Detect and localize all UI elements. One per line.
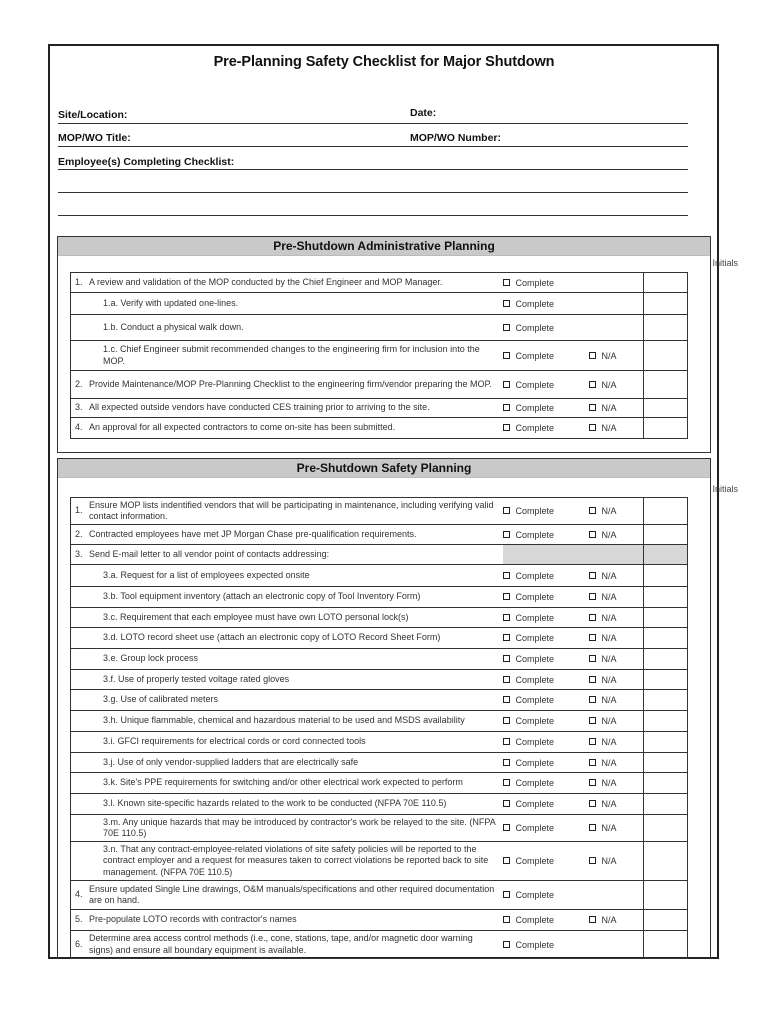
item-number: 1. xyxy=(75,276,83,287)
checklist-row xyxy=(71,273,688,293)
complete-label: Complete xyxy=(515,890,555,900)
na-checkbox[interactable] xyxy=(589,916,596,923)
complete-label: Complete xyxy=(515,757,555,768)
checklist-row xyxy=(71,690,688,711)
item-description-cell xyxy=(71,315,503,341)
complete-checkbox[interactable] xyxy=(503,916,510,923)
na-label: N/A xyxy=(601,350,617,361)
na-checkbox[interactable] xyxy=(589,507,596,514)
initials-column-header: Initials xyxy=(712,484,738,494)
na-cell xyxy=(589,545,644,565)
initials-field[interactable] xyxy=(644,711,688,732)
initials-field[interactable] xyxy=(644,773,688,794)
item-description-cell xyxy=(71,881,503,910)
item-description-cell xyxy=(71,842,503,881)
complete-label: Complete xyxy=(515,379,555,390)
item-text: 3.e. Group lock process xyxy=(103,653,199,664)
initials-field[interactable] xyxy=(644,794,688,815)
initials-field[interactable] xyxy=(644,815,688,842)
complete-cell xyxy=(503,881,589,910)
complete-cell xyxy=(503,545,589,565)
item-text: 1.c. Chief Engineer submit recommended changes to the engineering firm for inclusion into the MOP. xyxy=(103,344,480,366)
item-text: Send E-mail letter to all vendor point of contacts addressing: xyxy=(89,548,330,559)
employees-line-3[interactable] xyxy=(58,215,688,216)
mop-wo-line[interactable] xyxy=(58,146,688,147)
complete-checkbox[interactable] xyxy=(503,800,510,807)
employees-line-1[interactable] xyxy=(58,169,688,170)
date-label: Date: xyxy=(410,107,437,119)
checklist-row xyxy=(71,371,688,399)
checklist-row xyxy=(71,711,688,732)
initials-field[interactable] xyxy=(644,587,688,608)
item-text: Ensure MOP lists indentified vendors that will be participating in maintenance, including verifying valid contact information. xyxy=(89,499,494,521)
checklist-row xyxy=(71,293,688,315)
complete-cell xyxy=(503,273,589,293)
checklist-row xyxy=(71,315,688,341)
employees-line-2[interactable] xyxy=(58,192,688,193)
complete-checkbox[interactable] xyxy=(503,614,510,621)
section-header: Pre-Shutdown Safety Planning xyxy=(58,459,710,478)
complete-label: Complete xyxy=(515,277,555,288)
na-checkbox[interactable] xyxy=(589,779,596,786)
item-description-cell xyxy=(71,931,503,959)
complete-label: Complete xyxy=(515,695,555,705)
complete-label: Complete xyxy=(515,939,555,950)
mop-wo-number-label: MOP/WO Number: xyxy=(410,132,501,144)
na-cell xyxy=(589,371,644,399)
item-description-cell xyxy=(71,293,503,315)
complete-checkbox[interactable] xyxy=(503,593,510,600)
na-checkbox[interactable] xyxy=(589,824,596,831)
checklist-row xyxy=(71,608,688,628)
na-cell xyxy=(589,910,644,931)
item-description-cell xyxy=(71,587,503,608)
complete-label: Complete xyxy=(515,529,555,540)
checklist-row xyxy=(71,881,688,910)
initials-field[interactable] xyxy=(644,418,688,439)
initials-field[interactable] xyxy=(644,732,688,753)
item-text: 3.h. Unique flammable, chemical and hazardous material to be used and MSDS availability xyxy=(103,715,465,726)
na-label: N/A xyxy=(601,716,617,726)
mop-wo-title-label: MOP/WO Title: xyxy=(58,132,131,144)
na-label: N/A xyxy=(601,856,617,866)
checklist-row xyxy=(71,418,688,439)
na-label: N/A xyxy=(601,823,617,833)
item-description-cell xyxy=(71,525,503,545)
document-title: Pre-Planning Safety Checklist for Major Shutdown xyxy=(213,54,555,70)
na-label: N/A xyxy=(601,799,617,809)
complete-cell xyxy=(503,525,589,545)
item-text: 1.b. Conduct a physical walk down. xyxy=(103,321,244,332)
complete-checkbox[interactable] xyxy=(503,300,510,307)
initials-field[interactable] xyxy=(644,649,688,670)
checklist-row xyxy=(71,565,688,587)
checklist-row xyxy=(71,587,688,608)
complete-checkbox[interactable] xyxy=(503,655,510,662)
na-label: N/A xyxy=(601,592,617,602)
na-cell xyxy=(589,842,644,881)
item-number: 1. xyxy=(75,505,83,516)
checklist-row xyxy=(71,628,688,649)
complete-checkbox[interactable] xyxy=(503,717,510,724)
item-text: Pre-populate LOTO records with contractor's names xyxy=(89,914,297,925)
checklist-row xyxy=(71,525,688,545)
na-checkbox[interactable] xyxy=(589,424,596,431)
checklist-row xyxy=(71,498,688,525)
na-cell xyxy=(589,881,644,910)
item-description-cell xyxy=(71,773,503,794)
item-text: 3.m. Any unique hazards that may be introduced by contractor's work be relayed to the site. (NFPA 70E 110.5) xyxy=(103,816,496,838)
complete-label: Complete xyxy=(515,737,555,747)
na-label: N/A xyxy=(601,737,617,747)
item-text: 1.a. Verify with updated one-lines. xyxy=(103,297,239,308)
complete-checkbox[interactable] xyxy=(503,572,510,579)
complete-cell xyxy=(503,773,589,794)
site-date-line[interactable] xyxy=(58,123,688,124)
item-description-cell xyxy=(71,399,503,418)
na-cell xyxy=(589,418,644,439)
complete-label: Complete xyxy=(515,823,555,833)
na-cell xyxy=(589,293,644,315)
complete-cell xyxy=(503,690,589,711)
item-description-cell xyxy=(71,371,503,399)
na-label: N/A xyxy=(601,674,617,685)
complete-label: Complete xyxy=(515,298,555,309)
item-text: Determine area access control methods (i.e., cone, stations, tape, and/or magnetic door warning signs) and ensure all boundary equipment is available. xyxy=(89,933,473,955)
complete-label: Complete xyxy=(515,506,555,516)
item-description-cell xyxy=(71,690,503,711)
complete-cell xyxy=(503,910,589,931)
na-checkbox[interactable] xyxy=(589,759,596,766)
na-label: N/A xyxy=(601,778,617,788)
initials-field[interactable] xyxy=(644,293,688,315)
item-text: 3.f. Use of properly tested voltage rated gloves xyxy=(103,673,290,684)
na-cell xyxy=(589,498,644,525)
complete-checkbox[interactable] xyxy=(503,279,510,286)
na-label: N/A xyxy=(601,423,617,433)
item-text: 3.c. Requirement that each employee must have own LOTO personal lock(s) xyxy=(103,611,409,622)
complete-checkbox[interactable] xyxy=(503,352,510,359)
item-description-cell xyxy=(71,565,503,587)
complete-label: Complete xyxy=(515,322,555,333)
initials-field[interactable] xyxy=(644,498,688,525)
complete-label: Complete xyxy=(515,915,555,925)
initials-field[interactable] xyxy=(644,931,688,959)
item-text: Provide Maintenance/MOP Pre-Planning Checklist to the engineering firm/vendor preparing the MOP. xyxy=(89,378,492,389)
na-checkbox[interactable] xyxy=(589,634,596,641)
initials-field[interactable] xyxy=(644,881,688,910)
complete-label: Complete xyxy=(515,716,555,726)
complete-label: Complete xyxy=(515,856,555,866)
complete-checkbox[interactable] xyxy=(503,738,510,745)
na-checkbox[interactable] xyxy=(589,381,596,388)
item-description-cell xyxy=(71,753,503,773)
complete-label: Complete xyxy=(515,570,555,581)
initials-field[interactable] xyxy=(644,341,688,371)
item-text: A review and validation of the MOP conducted by the Chief Engineer and MOP Manager. xyxy=(89,276,443,287)
complete-label: Complete xyxy=(515,423,555,433)
item-text: Ensure updated Single Line drawings, O&M manuals/specifications and other required documentation are on hand. xyxy=(89,883,495,905)
complete-label: Complete xyxy=(515,403,555,413)
item-text: An approval for all expected contractors to come on-site has been submitted. xyxy=(89,422,396,433)
item-number: 4. xyxy=(75,889,83,900)
checklist-row xyxy=(71,842,688,881)
item-text: 3.g. Use of calibrated meters xyxy=(103,694,219,705)
na-label: N/A xyxy=(601,529,617,540)
na-cell xyxy=(589,273,644,293)
checklist-row xyxy=(71,910,688,931)
checklist-row xyxy=(71,732,688,753)
checklist-row xyxy=(71,545,688,565)
item-text: All expected outside vendors have conducted CES training prior to arriving to the site. xyxy=(89,402,430,413)
na-label: N/A xyxy=(601,379,617,390)
safety-checklist-table xyxy=(70,497,688,959)
complete-checkbox[interactable] xyxy=(503,507,510,514)
na-label: N/A xyxy=(601,506,617,516)
complete-label: Complete xyxy=(515,350,555,361)
na-checkbox[interactable] xyxy=(589,800,596,807)
item-number: 2. xyxy=(75,378,83,389)
section-header: Pre-Shutdown Administrative Planning xyxy=(58,237,710,256)
na-checkbox[interactable] xyxy=(589,655,596,662)
item-text: 3.b. Tool equipment inventory (attach an electronic copy of Tool Inventory Form) xyxy=(103,591,421,602)
checklist-row xyxy=(71,753,688,773)
item-description-cell xyxy=(71,649,503,670)
item-text: 3.d. LOTO record sheet use (attach an electronic copy of LOTO Record Sheet Form) xyxy=(103,632,441,643)
initials-field[interactable] xyxy=(644,670,688,690)
item-description-cell xyxy=(71,794,503,815)
item-description-cell xyxy=(71,732,503,753)
na-cell xyxy=(589,587,644,608)
complete-cell xyxy=(503,815,589,842)
checklist-row xyxy=(71,670,688,690)
na-cell xyxy=(589,931,644,959)
item-number: 3. xyxy=(75,402,83,413)
complete-checkbox[interactable] xyxy=(503,891,510,898)
na-label: N/A xyxy=(601,915,617,925)
item-text: 3.j. Use of only vendor-supplied ladders that are electrically safe xyxy=(103,756,359,767)
na-checkbox[interactable] xyxy=(589,572,596,579)
item-description-cell xyxy=(71,815,503,842)
na-cell xyxy=(589,794,644,815)
item-description-cell xyxy=(71,341,503,371)
na-checkbox[interactable] xyxy=(589,531,596,538)
complete-cell xyxy=(503,794,589,815)
complete-cell xyxy=(503,931,589,959)
checklist-row xyxy=(71,794,688,815)
na-checkbox[interactable] xyxy=(589,593,596,600)
na-cell xyxy=(589,690,644,711)
initials-field[interactable] xyxy=(644,910,688,931)
item-number: 4. xyxy=(75,422,83,433)
checklist-row xyxy=(71,341,688,371)
complete-cell xyxy=(503,753,589,773)
na-checkbox[interactable] xyxy=(589,717,596,724)
complete-checkbox[interactable] xyxy=(503,424,510,431)
na-label: N/A xyxy=(601,633,617,643)
complete-label: Complete xyxy=(515,778,555,788)
na-label: N/A xyxy=(601,757,617,768)
complete-cell xyxy=(503,498,589,525)
complete-cell xyxy=(503,711,589,732)
complete-checkbox[interactable] xyxy=(503,676,510,683)
item-description-cell xyxy=(71,608,503,628)
complete-cell xyxy=(503,732,589,753)
item-number: 3. xyxy=(75,548,83,559)
complete-label: Complete xyxy=(515,799,555,809)
complete-checkbox[interactable] xyxy=(503,381,510,388)
initials-field[interactable] xyxy=(644,315,688,341)
na-cell xyxy=(589,525,644,545)
checklist-row xyxy=(71,773,688,794)
initials-field[interactable] xyxy=(644,525,688,545)
complete-cell xyxy=(503,315,589,341)
checklist-row xyxy=(71,649,688,670)
na-label: N/A xyxy=(601,612,617,623)
complete-cell xyxy=(503,587,589,608)
initials-field[interactable] xyxy=(644,690,688,711)
complete-checkbox[interactable] xyxy=(503,857,510,864)
na-cell xyxy=(589,399,644,418)
item-text: Contracted employees have met JP Morgan Chase pre-qualification requirements. xyxy=(89,528,417,539)
item-description-cell xyxy=(71,418,503,439)
item-description-cell xyxy=(71,910,503,931)
complete-checkbox[interactable] xyxy=(503,531,510,538)
complete-cell xyxy=(503,649,589,670)
complete-checkbox[interactable] xyxy=(503,324,510,331)
na-checkbox[interactable] xyxy=(589,857,596,864)
item-description-cell xyxy=(71,670,503,690)
initials-field[interactable] xyxy=(644,371,688,399)
na-checkbox[interactable] xyxy=(589,352,596,359)
na-cell xyxy=(589,628,644,649)
complete-cell xyxy=(503,371,589,399)
item-number: 6. xyxy=(75,938,83,949)
na-cell xyxy=(589,341,644,371)
item-text: 3.i. GFCI requirements for electrical cords or cord connected tools xyxy=(103,736,366,747)
item-number: 2. xyxy=(75,528,83,539)
item-text: 3.n. That any contract-employee-related violations of site safety policies will be reported to the contract employer and a request for measures taken to correct violations be reported back to site management. (NFPA 70E 110.5) xyxy=(103,843,489,877)
item-text: 3.l. Known site-specific hazards related to the work to be conducted (NFPA 70E 110.5) xyxy=(103,798,447,809)
na-label: N/A xyxy=(601,695,617,705)
complete-cell xyxy=(503,399,589,418)
na-checkbox[interactable] xyxy=(589,696,596,703)
complete-label: Complete xyxy=(515,592,555,602)
item-number: 5. xyxy=(75,914,83,925)
item-text: 3.a. Request for a list of employees expected onsite xyxy=(103,569,310,580)
na-cell xyxy=(589,773,644,794)
na-label: N/A xyxy=(601,654,617,664)
initials-field[interactable] xyxy=(644,753,688,773)
complete-cell xyxy=(503,608,589,628)
na-cell xyxy=(589,565,644,587)
initials-field xyxy=(644,545,688,565)
complete-checkbox[interactable] xyxy=(503,404,510,411)
na-cell xyxy=(589,315,644,341)
complete-cell xyxy=(503,842,589,881)
item-description-cell xyxy=(71,498,503,525)
na-cell xyxy=(589,608,644,628)
complete-cell xyxy=(503,628,589,649)
complete-label: Complete xyxy=(515,654,555,664)
complete-cell xyxy=(503,565,589,587)
admin-checklist-table xyxy=(70,272,688,439)
complete-cell xyxy=(503,670,589,690)
employees-label: Employee(s) Completing Checklist: xyxy=(58,156,235,168)
initials-field[interactable] xyxy=(644,628,688,649)
initials-field[interactable] xyxy=(644,273,688,293)
complete-checkbox[interactable] xyxy=(503,634,510,641)
complete-checkbox[interactable] xyxy=(503,759,510,766)
na-cell xyxy=(589,753,644,773)
initials-field[interactable] xyxy=(644,608,688,628)
complete-cell xyxy=(503,341,589,371)
complete-label: Complete xyxy=(515,612,555,623)
complete-cell xyxy=(503,293,589,315)
complete-checkbox[interactable] xyxy=(503,696,510,703)
na-label: N/A xyxy=(601,570,617,581)
na-checkbox[interactable] xyxy=(589,738,596,745)
na-checkbox[interactable] xyxy=(589,614,596,621)
na-checkbox[interactable] xyxy=(589,676,596,683)
na-cell xyxy=(589,649,644,670)
checklist-row xyxy=(71,815,688,842)
item-description-cell xyxy=(71,545,503,565)
item-description-cell xyxy=(71,273,503,293)
complete-cell xyxy=(503,418,589,439)
site-location-label: Site/Location: xyxy=(58,109,128,121)
initials-column-header: Initials xyxy=(712,258,738,268)
na-label: N/A xyxy=(601,403,617,413)
item-text: 3.k. Site's PPE requirements for switching and/or other electrical work expected to perform xyxy=(103,777,463,788)
complete-checkbox[interactable] xyxy=(503,779,510,786)
complete-checkbox[interactable] xyxy=(503,824,510,831)
na-checkbox[interactable] xyxy=(589,404,596,411)
item-description-cell xyxy=(71,711,503,732)
item-description-cell xyxy=(71,628,503,649)
initials-field[interactable] xyxy=(644,842,688,881)
na-cell xyxy=(589,711,644,732)
checklist-row xyxy=(71,931,688,959)
na-cell xyxy=(589,670,644,690)
complete-checkbox[interactable] xyxy=(503,941,510,948)
initials-field[interactable] xyxy=(644,399,688,418)
complete-label: Complete xyxy=(515,633,555,643)
checklist-row xyxy=(71,399,688,418)
na-cell xyxy=(589,815,644,842)
complete-label: Complete xyxy=(515,674,555,685)
initials-field[interactable] xyxy=(644,565,688,587)
na-cell xyxy=(589,732,644,753)
